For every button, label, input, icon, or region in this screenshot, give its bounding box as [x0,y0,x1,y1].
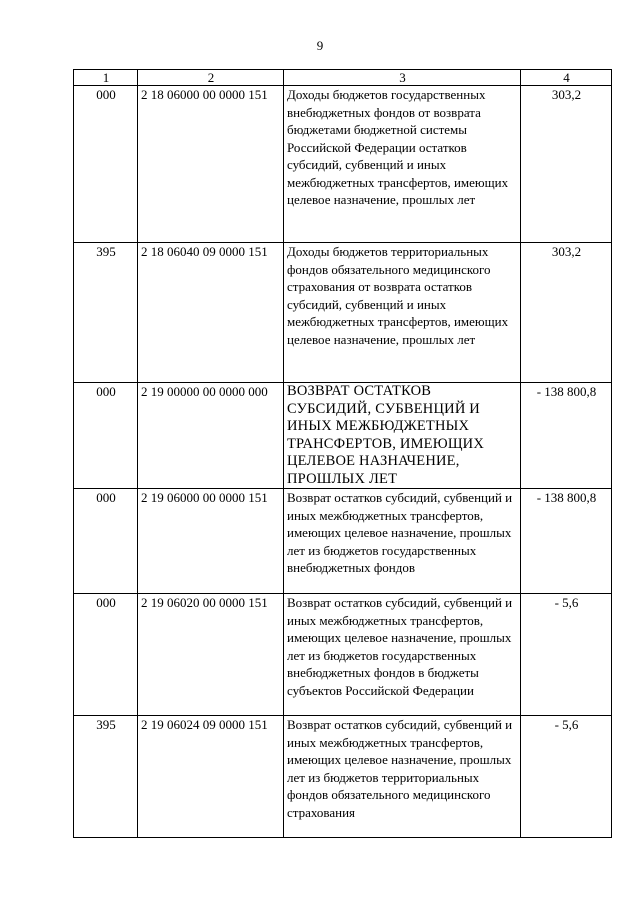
income-name-cell: Возврат остатков субсидий, субвенций и иных межбюджетных трансфертов, имеющих целевое назначение, прошлых лет из бюджетов территориальных фондов обязательного медицинского страхования [284,716,521,838]
admin-code-cell: 395 [74,243,138,383]
header-cell-3: 3 [284,70,521,86]
header-cell-1: 1 [74,70,138,86]
income-name-cell: ВОЗВРАТ ОСТАТКОВ СУБСИДИЙ, СУБВЕНЦИЙ И ИНЫХ МЕЖБЮДЖЕТНЫХ ТРАНСФЕРТОВ, ИМЕЮЩИХ ЦЕЛЕВОЕ НАЗНАЧЕНИЕ, ПРОШЛЫХ ЛЕТ [284,383,521,489]
budget-code-cell: 2 19 06020 00 0000 151 [138,594,284,716]
admin-code-cell: 395 [74,716,138,838]
admin-code-cell: 000 [74,594,138,716]
table-row [74,86,612,243]
header-row [74,70,612,86]
header-cell-4: 4 [521,70,612,86]
budget-code-cell: 2 18 06000 00 0000 151 [138,86,284,243]
admin-code-cell: 000 [74,383,138,489]
admin-code-cell: 000 [74,86,138,243]
admin-code-cell: 000 [74,489,138,594]
budget-code-cell: 2 19 06000 00 0000 151 [138,489,284,594]
budget-code-cell: 2 19 00000 00 0000 000 [138,383,284,489]
table-row [74,716,612,838]
page-number: 9 [316,38,324,53]
income-name-cell: Доходы бюджетов территориальных фондов обязательного медицинского страхования от возврата остатков субсидий, субвенций и иных межбюджетных трансфертов, имеющих целевое назначение, прошлых лет [284,243,521,383]
amount-cell: 303,2 [521,86,612,243]
amount-cell: - 138 800,8 [521,383,612,489]
amount-cell: - 138 800,8 [521,489,612,594]
budget-code-cell: 2 19 06024 09 0000 151 [138,716,284,838]
amount-cell: 303,2 [521,243,612,383]
amount-cell: - 5,6 [521,716,612,838]
budget-code-cell: 2 18 06040 09 0000 151 [138,243,284,383]
table-row [74,383,612,489]
table-row [74,594,612,716]
header-cell-2: 2 [138,70,284,86]
table-row [74,243,612,383]
table-row [74,489,612,594]
income-name-cell: Возврат остатков субсидий, субвенций и иных межбюджетных трансфертов, имеющих целевое назначение, прошлых лет из бюджетов государственных внебюджетных фондов [284,489,521,594]
income-name-cell: Возврат остатков субсидий, субвенций и иных межбюджетных трансфертов, имеющих целевое назначение, прошлых лет из бюджетов государственных внебюджетных фондов в бюджеты субъектов Российской Федерации [284,594,521,716]
income-name-cell: Доходы бюджетов государственных внебюджетных фондов от возврата бюджетами бюджетной системы Российской Федерации остатков субсидий, субвенций и иных межбюджетных трансфертов, имеющих целевое назначение, прошлых лет [284,86,521,243]
amount-cell: - 5,6 [521,594,612,716]
budget-table [73,69,612,838]
